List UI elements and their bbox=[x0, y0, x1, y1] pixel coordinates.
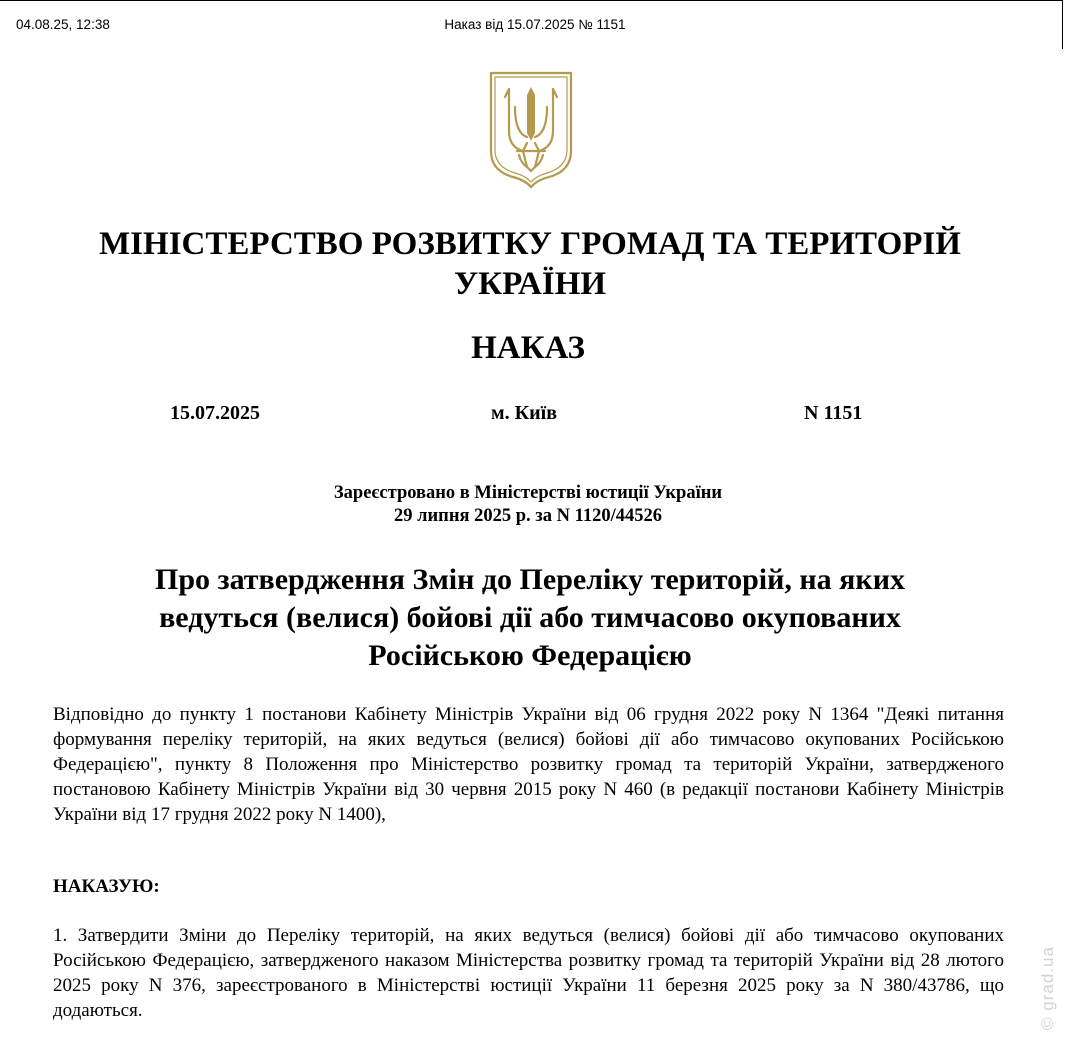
ministry-name bbox=[40, 224, 1020, 304]
order-subject-line2: ведуться (велися) бойові дії або тимчасово окупованих bbox=[159, 601, 901, 634]
order-subject-line3: Російською Федерацією bbox=[368, 639, 692, 672]
ukraine-trident-emblem-icon bbox=[489, 71, 573, 189]
preamble-paragraph: Відповідно до пункту 1 постанови Кабінету Міністрів України від 06 грудня 2022 року N 1364 "Деякі питання формування переліку територій, на яких ведуться (велися) бойові дії або тимчасово окупованих Російською Федерацією", пункту 8 Положення про Міністерство розвитку громад та територій України, затвердженого постановою Кабінету Міністрів України від 30 червня 2015 року N 460 (в редакції постанови Кабінету Міністрів України від 17 грудня 2022 року N 1400), bbox=[53, 704, 1004, 825]
ministry-name-line2: УКРАЇНИ bbox=[453, 266, 607, 302]
ministry-name-line1: МІНІСТЕРСТВО РОЗВИТКУ ГРОМАД ТА ТЕРИТОРІЙ bbox=[99, 226, 961, 262]
order-item-1: 1. Затвердити Зміни до Переліку територій, на яких ведуться (велися) бойові дії або тимчасово окупованих Російською Федерацією, затвердженого наказом Міністерства розвитку громад та територій України від 28 лютого 2025 року N 376, зареєстрованого в Міністерстві юстиції України 11 березня 2025 року за N 380/43786, що додаються. bbox=[53, 925, 1004, 1021]
document-type-title: НАКАЗ bbox=[471, 330, 585, 366]
order-subject-line1: Про затвердження Змін до Переліку територій, на яких bbox=[155, 563, 905, 596]
registration-line2: 29 липня 2025 р. за N 1120/44526 bbox=[394, 506, 662, 526]
order-city: м. Київ bbox=[491, 402, 558, 424]
orders-label: НАКАЗУЮ: bbox=[53, 876, 160, 897]
order-number: N 1151 bbox=[804, 402, 863, 424]
print-document-title: Наказ від 15.07.2025 № 1151 bbox=[444, 17, 626, 32]
registration-note bbox=[0, 482, 1056, 528]
watermark: © grad.ua bbox=[1038, 946, 1057, 1030]
print-header bbox=[0, 0, 1063, 49]
order-date: 15.07.2025 bbox=[170, 402, 260, 424]
registration-line1: Зареєстровано в Міністерстві юстиції України bbox=[333, 483, 723, 503]
order-subject bbox=[60, 561, 1000, 675]
print-datetime: 04.08.25, 12:38 bbox=[16, 17, 110, 32]
